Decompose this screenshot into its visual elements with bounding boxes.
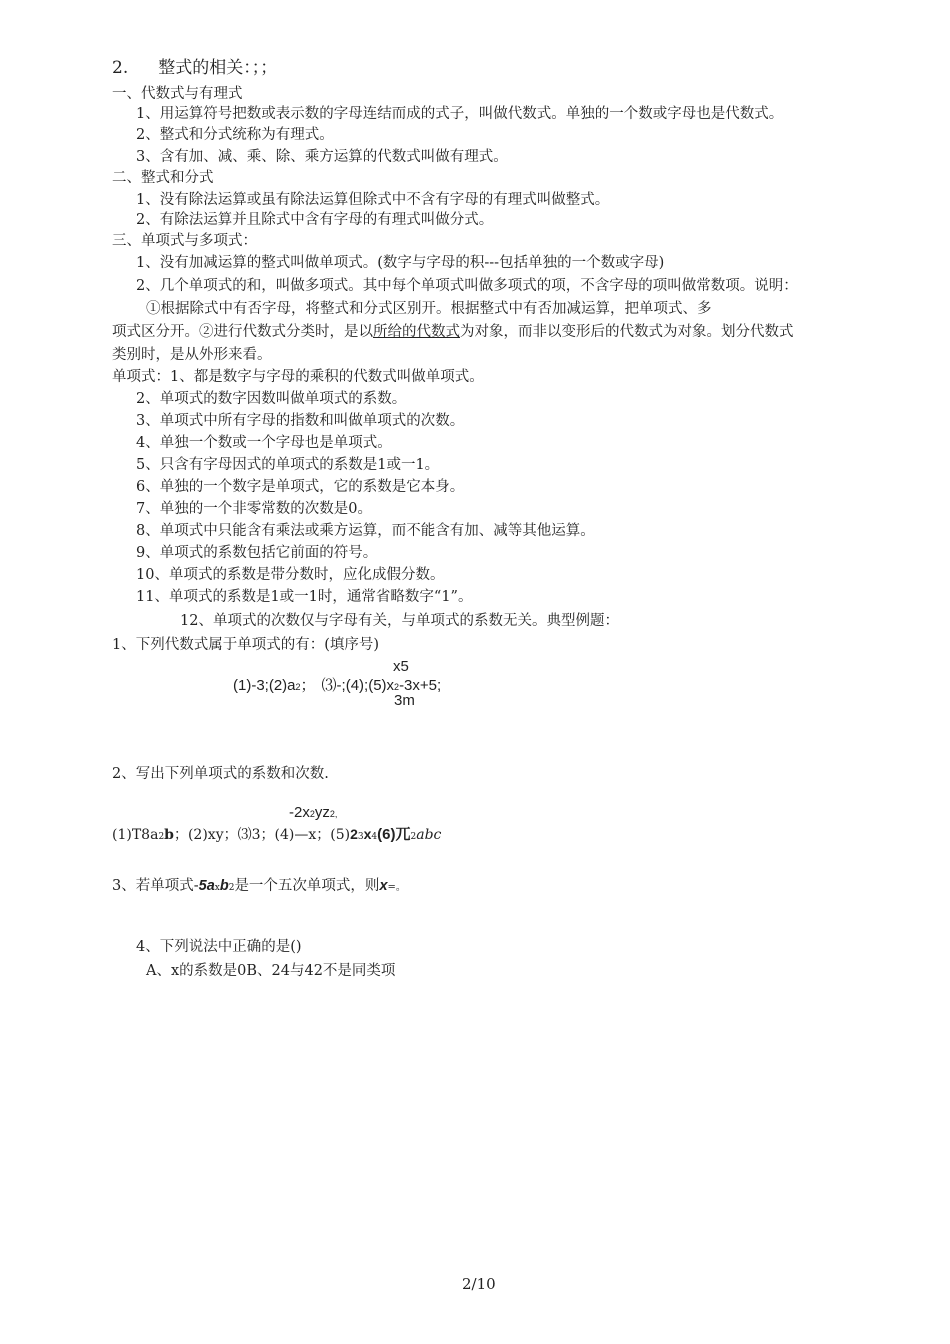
mono-item-9: 9、单项式的系数包括它前面的符号。 (136, 545, 378, 561)
mono-item-8: 8、单项式中只能含有乘法或乘方运算，而不能含有加、减等其他运算。 (136, 523, 595, 539)
note2-underlined: 所给的代数式 (373, 324, 460, 340)
q2-p5-sub: 2 (410, 832, 417, 842)
mono-item-3: 3、单项式中所有字母的指数和叫做单项式的次数。 (136, 413, 465, 429)
q2-p4-x: x (363, 826, 372, 842)
sec1-item-2: 2、整式和分式统称为有理式。 (136, 127, 334, 143)
sec2-title: 二、整式和分式 (112, 170, 214, 186)
note2-start: 项式区分开。②进行代数式分类时，是以 (112, 324, 373, 340)
mono-item-10: 10、单项式的系数是带分数时，应化成假分数。 (136, 567, 445, 583)
q1-expr-d: 2 (394, 682, 400, 692)
mono-item-7: 7、单独的一个非零常数的次数是0。 (136, 501, 372, 517)
q3-text (112, 876, 406, 898)
q1-frac-top: x5 (393, 658, 409, 675)
q2-p5: (6)兀 (377, 826, 411, 843)
q2-p2: ；(2)xy； (173, 827, 238, 843)
q1-text: 1、下列代数式属于单项式的有：(填序号) (112, 637, 380, 653)
sec1-item-1: 1、用运算符号把数或表示数的字母连结而成的式子，叫做代数式。单独的一个数或字母也是代数式。 (136, 106, 784, 122)
sec1-item-3: 3、含有加、减、乘、除、乘方运算的代数式叫做有理式。 (136, 149, 508, 165)
q2-text-content: 2、写出下列单项式的系数和次数. (112, 766, 329, 782)
note2-end: 为对象，而非以变形后的代数式为对象。划分代数式 (460, 324, 794, 340)
q3-f: =。 (387, 882, 406, 893)
q2-top-b: 2 (309, 809, 315, 819)
q2-top-d: 2, (329, 809, 338, 819)
q2-top-c: yz (314, 804, 330, 821)
q3-d: 是一个五次单项式，则 (234, 878, 380, 894)
sec3-title: 三、单项式与多项式： (112, 233, 257, 249)
q4-options: A、x的系数是0B、24与42不是同类项 (146, 963, 396, 979)
q2-p4-sub: 3 (357, 832, 364, 842)
page-number: 2/10 (462, 1275, 496, 1293)
mono-item-2: 2、单项式的数字因数叫做单项式的系数。 (136, 391, 407, 407)
q1-expr-c: ⑶-;(4);(5)x (321, 677, 395, 694)
q2-p6: abc (416, 827, 442, 843)
q2-p1-b: b (164, 827, 174, 843)
q2-p1-sub: 2 (158, 832, 165, 842)
sec3-item-1: 1、没有加减运算的整式叫做单项式。(数字与字母的积---包括单独的一个数或字母) (136, 255, 665, 271)
sec3-note-2 (112, 322, 794, 342)
q2-text (112, 764, 329, 784)
q1-frac-bot: 3m (394, 692, 415, 709)
q2-top-expr (289, 803, 337, 824)
mono-item-6: 6、单独的一个数字是单项式，它的系数是它本身。 (136, 479, 465, 495)
q2-top-a: -2x (289, 804, 310, 821)
q2-parts (112, 824, 441, 847)
mono-item-4: 4、单独一个数或一个字母也是单项式。 (136, 435, 392, 451)
q4-text: 4、下列说法中正确的是() (136, 939, 302, 955)
mono-first: 单项式：1、都是数字与字母的乘积的代数式叫做单项式。 (112, 369, 484, 385)
q1-expr-b: ； (300, 677, 316, 694)
q1-expr-e: -3x+5; (399, 677, 442, 694)
q3-c: b (219, 878, 229, 894)
heading-number: 2. (112, 58, 129, 78)
q2-p4-sub2: 4 (371, 832, 378, 842)
sec2-item-1: 1、没有除法运算或虽有除法运算但除式中不含有字母的有理式叫做整式。 (136, 192, 610, 208)
section-heading (112, 56, 277, 80)
heading-text: 整式的相关：；； (158, 58, 278, 78)
mono-item-12: 12、单项式的次数仅与字母有关，与单项式的系数无关。典型例题： (180, 613, 619, 629)
q3-e: x (379, 878, 388, 894)
q3-c-sub: 2 (228, 883, 235, 893)
sec1-title: 一、代数式与有理式 (112, 86, 243, 102)
sec3-note-1: ①根据除式中有否字母，将整式和分式区别开。根据整式中有否加减运算，把单项式、多 (146, 301, 712, 317)
sec2-item-2: 2、有除法运算并且除式中含有字母的有理式叫做分式。 (136, 212, 494, 228)
mono-item-11: 11、单项式的系数是1或一1时，通常省略数字“1”。 (136, 589, 473, 605)
q2-p1: (1)T8a (112, 827, 159, 843)
q1-expr-sup: 2 (295, 682, 301, 692)
mono-item-5: 5、只含有字母因式的单项式的系数是1或一1。 (136, 457, 440, 473)
sec3-item-2: 2、几个单项式的和，叫做多项式。其中每个单项式叫做多项式的项，不含字母的项叫做常数项。说明： (136, 278, 798, 294)
sec3-note-3: 类别时，是从外形来看。 (112, 347, 272, 363)
q2-p3: ⑶3；(4)—x；(5) (237, 827, 351, 843)
q2-p4: 2 (350, 826, 358, 842)
q1-expr-a: (1)-3;(2)a (233, 677, 296, 694)
q3-b-sub: x (214, 883, 220, 893)
q3-a: 3、若单项式- (112, 878, 199, 894)
q3-b: 5a (198, 878, 215, 894)
